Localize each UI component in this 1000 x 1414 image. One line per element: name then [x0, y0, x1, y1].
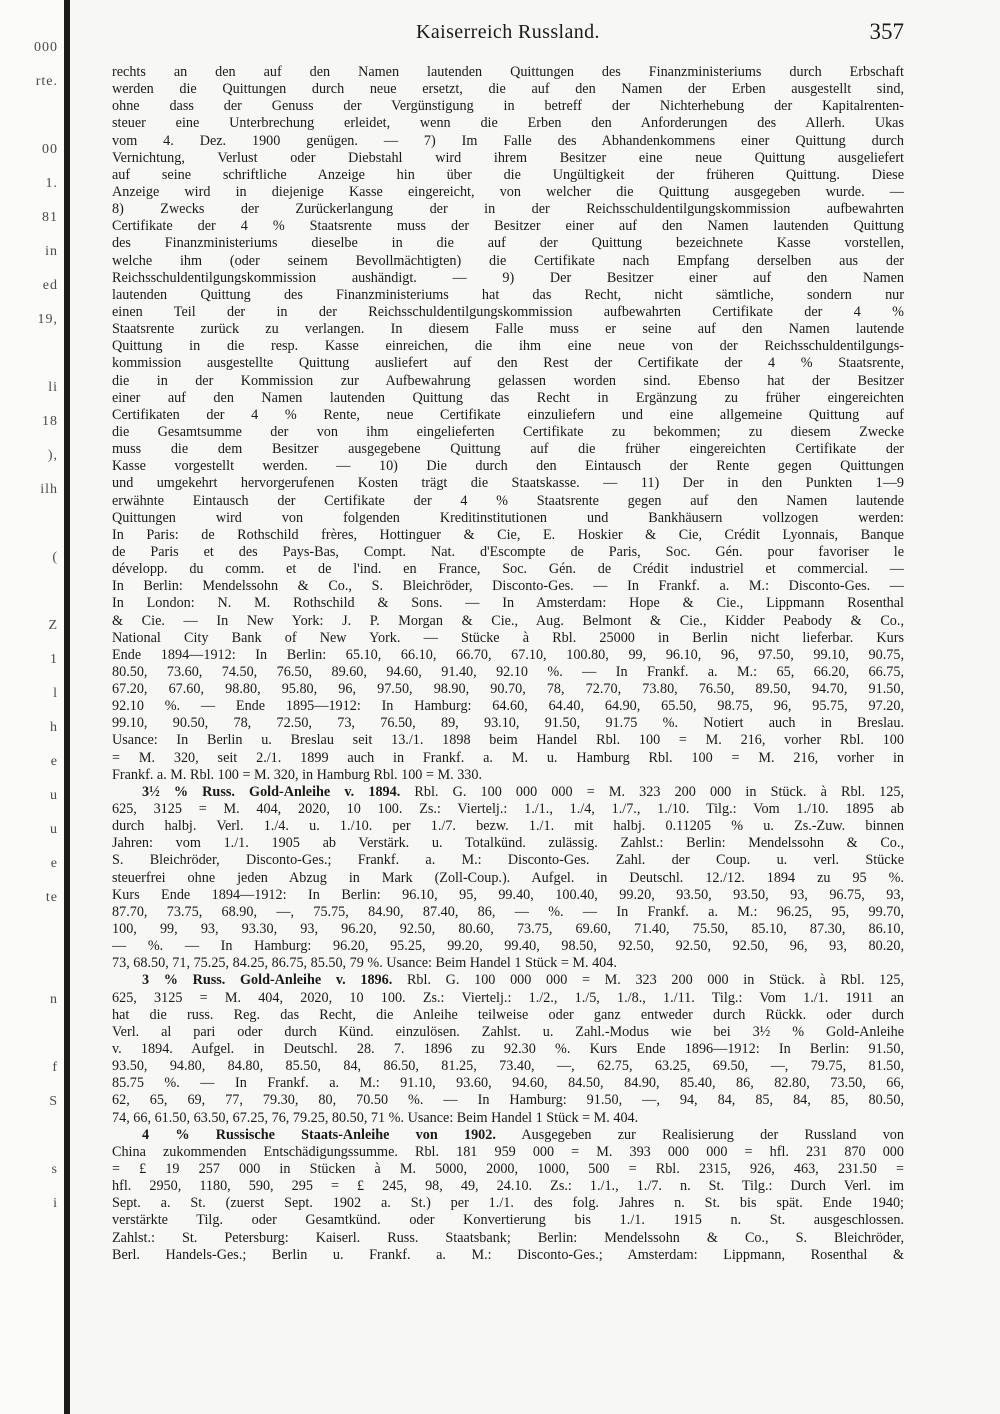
- text-line: werden die Quittungen durch neue ersetzt, die auf den Namen der Erben ausgestellt sind,: [112, 81, 904, 98]
- text-line: 99.10, 90.50, 78, 72.50, 73, 76.50, 89, 93.10, 91.50, 91.75 %. Notiert auch in Breslau.: [112, 715, 904, 732]
- text-line: Kurs Ende 1894—1912: In Berlin: 96.10, 95, 99.40, 100.40, 99.20, 93.50, 93.50, 93, 96.75, 93,: [112, 886, 904, 903]
- margin-fragment: ed: [42, 278, 58, 293]
- text-line: 3 % Russ. Gold-Anleihe v. 1896. Rbl. G. 100 000 000 = M. 323 200 000 in Stück. à Rbl. 125,: [142, 972, 904, 989]
- text-line: v. 1894. Aufgel. in Deutschl. 28. 7. 1896 zu 92.30 %. Kurs Ende 1896—1912: In Berlin: 91.50,: [112, 1041, 904, 1058]
- text-line: 62, 65, 69, 77, 79.30, 80, 70.50 %. — In Hamburg: 91.50, —, 94, 84, 85, 84, 85, 80.50,: [112, 1092, 904, 1109]
- text-line: Jahren: vom 1./1. 1905 ab Verstärk. u. Totalkünd. zulässig. Zahlst.: Berlin: Mendelssohn & Co.,: [112, 835, 904, 852]
- text-line: durch halbj. Verl. 1./4. u. 1./10. per 1./7. bezw. 1./1. mit halbj. 0.11205 % u. Zs.-Zuw. binnen: [112, 818, 904, 835]
- section-heading: 3 % Russ. Gold-Anleihe v. 1896.: [142, 972, 393, 989]
- text-line: 625, 3125 = M. 404, 2020, 10 100. Zs.: Viertelj.: 1./1., 1./4, 1./7., 1./10. Tilg.: Vom 1./10. 1895 ab: [112, 801, 904, 818]
- text-line: 85.75 %. — In Frankf. a. M.: 91.10, 93.60, 94.60, 84.50, 84.90, 85.40, 86, 82.80, 73.50, 66,: [112, 1075, 904, 1092]
- text-line: 73, 68.50, 71, 75.25, 84.25, 86.75, 85.50, 79 %. Usance: Beim Handel 1 Stück = M. 404.: [112, 955, 617, 972]
- text-line: muss die dem Besitzer ausgegebene Quittung auf die früher eingereichten Certifikate der: [112, 441, 904, 458]
- text-line: und umgekehrt hervorgerufenen Kosten trägt die Staatskasse. — 11) Der in den Punkten 1—9: [112, 475, 904, 492]
- margin-fragment: 18: [42, 414, 58, 429]
- page-number: 357: [869, 19, 904, 44]
- margin-fragment: 1: [50, 652, 58, 667]
- text-line: verstärkte Tilg. oder Gesamtkünd. oder Konvertierung bis 1./1. 1915 n. St. ausgeschlossen.: [112, 1212, 904, 1229]
- text-line: hat die russ. Reg. das Recht, die Anleihe teilweise oder ganz entweder durch Rückk. oder durch: [112, 1006, 904, 1023]
- margin-fragment: Z: [48, 618, 58, 633]
- text-line: die Gesamtsumme der von ihm eingelieferten Certifikate zu bekommen; zu diesem Zwecke: [112, 423, 904, 440]
- text-line: vom 4. Dez. 1900 genügen. — 7) Im Falle des Abhandenkommens einer Quittung durch: [112, 132, 904, 149]
- text-line: Verl. al pari oder durch Künd. einzulösen. Zahlst. u. Zahl.-Modus wie bei 3½ % Gold-Anleihe: [112, 1023, 904, 1040]
- margin-fragment: ),: [47, 448, 58, 463]
- text-line: S. Bleichröder, Disconto-Ges.; Frankf. a. M.: Disconto-Ges. Zahl. der Coup. u. verl. Stücke: [112, 852, 904, 869]
- text-line: 8) Zwecks der Zurückerlangung der in der Reichsschuldentilgungskommission aufbewahrten: [112, 201, 904, 218]
- margin-fragment: l: [53, 686, 58, 701]
- margin-fragment: ilh: [40, 482, 58, 497]
- text-line: Quittungen wird von folgenden Kreditinstitutionen und Bankhäusern vollzogen werden:: [112, 509, 904, 526]
- margin-fragment: e: [50, 856, 58, 871]
- text-line: In Paris: de Rothschild frères, Hottinguer & Cie, E. Hoskier & Cie, Crédit Lyonnais, Banque: [112, 526, 904, 543]
- text-line: ohne dass der Genuss der Vergünstigung in betreff der Nichterhebung der Kapitalrenten-: [112, 98, 904, 115]
- text-line: Usance: In Berlin u. Breslau seit 13./1. 1898 beim Handel Rbl. 100 = M. 216, vorher Rbl. 100: [112, 732, 904, 749]
- text-line: 625, 3125 = M. 404, 2020, 10 100. Zs.: Viertelj.: 1./2., 1./5, 1./8., 1./11. Tilg.: Vom 1./1. 1911 an: [112, 989, 904, 1006]
- text-line: Frankf. a. M. Rbl. 100 = M. 320, in Hamburg Rbl. 100 = M. 330.: [112, 766, 483, 783]
- body-text: [112, 64, 904, 1264]
- text-line: die in der Kommission zur Aufbewahrung gelassen worden sind. Ebenso hat der Besitzer: [112, 372, 904, 389]
- margin-fragment: h: [50, 720, 58, 735]
- text-line: Certifikaten der 4 % Rente, neue Certifikate einzuliefern und eine allgemeine Quittung auf: [112, 406, 904, 423]
- text-line: hfl. 2950, 1180, 590, 295 = £ 245, 98, 49, 24.10. Zs.: 1./1., 1./7. n. St. Tilg.: Durch Verl. im: [112, 1178, 904, 1195]
- facing-page-edge: [0, 0, 70, 1414]
- text-line: 74, 66, 61.50, 63.50, 67.25, 76, 79.25, 80.50, 71 %. Usance: Beim Handel 1 Stück = M. 404.: [112, 1109, 639, 1126]
- margin-fragment: (: [52, 550, 58, 565]
- text-line: kommission ausgestellte Quittung ausliefert auf den Rest der Certifikate der 4 % Staatsrente,: [112, 355, 904, 372]
- margin-fragment: 1.: [45, 176, 58, 191]
- page-header: [112, 16, 904, 48]
- margin-fragment: 19,: [37, 312, 58, 327]
- text-line: Vernichtung, Verlust oder Diebstahl wird ihrem Besitzer eine neue Quittung ausgeliefert: [112, 149, 904, 166]
- text-line: = £ 19 257 000 in Stücken à M. 5000, 2000, 1000, 500 = Rbl. 2315, 926, 463, 231.50 =: [112, 1161, 904, 1177]
- margin-fragment: n: [50, 992, 58, 1007]
- text-line: Staatsrente zurück zu verlangen. In diesem Falle muss er seine auf den Namen lautende: [112, 321, 904, 338]
- text-line: steuerfrei ohne jeden Abzug in Mark (Zoll-Coup.). Aufgel. in Deutschl. 12./12. 1894 zu 95 %.: [112, 869, 904, 886]
- margin-fragment: f: [52, 1060, 58, 1075]
- margin-fragment: 81: [42, 210, 58, 225]
- margin-fragment: 000: [34, 40, 58, 55]
- text-line: Reichsschuldentilgungskommission aushändigt. — 9) Der Besitzer einer auf den Namen: [112, 269, 904, 286]
- text-line: Zahlst.: St. Petersburg: Kaiserl. Russ. Staatsbank; Berlin: Mendelssohn & Co., S. Bleichröder,: [112, 1229, 904, 1246]
- text-line: Anzeige wird in diejenige Kasse eingereicht, von welcher die Quittung ausgegeben wurde. —: [112, 183, 904, 200]
- text-line: In London: N. M. Rothschild & Sons. — In Amsterdam: Hope & Cie., Lippmann Rosenthal: [112, 595, 904, 612]
- text-line: 80.50, 73.60, 74.50, 76.50, 89.60, 94.60, 91.40, 92.10 %. — In Frankf. a. M.: 65, 66.20, 66.75,: [112, 663, 904, 680]
- text-line: einen Teil der in der Reichsschuldentilgungskommission aufbewahrten Certifikate der 4 %: [112, 303, 904, 320]
- text-line: 67.20, 67.60, 98.80, 95.80, 96, 97.50, 98.90, 90.70, 78, 72.70, 73.80, 76.50, 89.50, 94.70, 91.50,: [112, 681, 904, 698]
- margin-fragment: li: [48, 380, 58, 395]
- text-line: In Berlin: Mendelssohn & Co., S. Bleichröder, Disconto-Ges. — In Frankf. a. M.: Disconto-Ges. —: [112, 578, 904, 595]
- text-line: = M. 320, seit 2./1. 1899 auch in Frankf. a. M. u. Hamburg Rbl. 100 = M. 216, vorher in: [112, 749, 904, 766]
- text-line: de Paris et des Pays-Bas, Compt. Nat. d'Escompte de Paris, Soc. Gén. pour favoriser le: [112, 543, 904, 560]
- text-line: 3½ % Russ. Gold-Anleihe v. 1894. Rbl. G. 100 000 000 = M. 323 200 000 in Stück. à Rbl. 125,: [142, 783, 904, 800]
- margin-fragment: u: [50, 822, 58, 837]
- margin-fragment: u: [50, 788, 58, 803]
- text-line: Quittung in die resp. Kasse einreichen, die ihm eine neue von der Reichsschuldentilgungs-: [112, 338, 904, 355]
- text-line: Kasse vorgestellt werden. — 10) Die durch den Eintausch der Rente gegen Quittungen: [112, 458, 904, 475]
- section-heading: 4 % Russische Staats-Anleihe von 1902.: [142, 1126, 496, 1143]
- text-line: steuer eine Unterbrechung erleidet, wenn die Erben den Anforderungen des Allerh. Ukas: [112, 115, 904, 132]
- text-line: & Cie. — In New York: J. P. Morgan & Cie., Aug. Belmont & Cie., Kidder Peabody & Co.,: [112, 612, 904, 629]
- running-title: Kaiserreich Russland.: [416, 20, 600, 43]
- text-line: — %. — In Hamburg: 96.20, 95.25, 99.20, 99.40, 98.50, 92.50, 92.50, 92.50, 96, 93, 80.20,: [112, 938, 904, 955]
- margin-fragment: in: [45, 244, 58, 259]
- text-line: 93.50, 94.80, 84.80, 85.50, 84, 86.50, 81.25, 73.40, —, 62.75, 63.25, 69.50, —, 79.75, 81.50,: [112, 1058, 904, 1075]
- margin-fragment: rte.: [35, 74, 58, 89]
- margin-fragment: 00: [42, 142, 58, 157]
- margin-fragment: s: [51, 1162, 58, 1177]
- text-line: Berl. Handels-Ges.; Berlin u. Frankf. a. M.: Disconto-Ges.; Amsterdam: Lippmann, Rosenthal &: [112, 1246, 904, 1263]
- section-heading: 3½ % Russ. Gold-Anleihe v. 1894.: [142, 783, 401, 800]
- margin-fragment: i: [53, 1196, 58, 1211]
- text-line: rechts an den auf den Namen lautenden Quittungen des Finanzministeriums durch Erbschaft: [112, 64, 904, 80]
- text-line: welche ihm (oder seinem Bevollmächtigten) die Certifikate nach Empfang derselben aus der: [112, 252, 904, 269]
- text-line: Sept. a. St. (zuerst Sept. 1902 a. St.) per 1./1. des folg. Jahres n. St. bis spät. Ende 1940;: [112, 1195, 904, 1212]
- text-line: 87.70, 73.75, 68.90, —, 75.75, 84.90, 87.40, 86, — %. — In Frankf. a. M.: 96.25, 95, 99.70,: [112, 903, 904, 920]
- margin-fragment: e: [50, 754, 58, 769]
- text-line: Certifikate der 4 % Staatsrente muss der Besitzer einer auf den Namen lautenden Quittung: [112, 218, 904, 235]
- text-line: 4 % Russische Staats-Anleihe von 1902. Ausgegeben zur Realisierung der Russland von: [142, 1126, 904, 1143]
- text-line: Ende 1894—1912: In Berlin: 65.10, 66.10, 66.70, 67.10, 100.80, 99, 96.10, 96, 97.50, 99.10, 90.75,: [112, 646, 904, 663]
- text-line: lautenden Quittung des Finanzministeriums hat das Recht, nicht sämtliche, sondern nur: [112, 286, 904, 303]
- text-line: des Finanzministeriums dieselbe in die auf der Quittung bezeichnete Kasse vorstellen,: [112, 235, 904, 252]
- text-line: 100, 99, 93, 93.30, 93, 96.20, 92.50, 80.60, 73.75, 69.60, 71.40, 75.50, 85.10, 87.30, 86.10,: [112, 921, 904, 938]
- text-line: développ. du comm. et de l'ind. en France, Soc. Gén. de Crédit industriel et commercial. —: [112, 561, 904, 578]
- text-line: erwähnte Eintausch der Certifikate der 4 % Staatsrente gegen auf den Namen lautende: [112, 492, 904, 509]
- margin-fragment: te: [45, 890, 58, 905]
- margin-fragment: S: [49, 1094, 58, 1109]
- text-line: China zukommenden Entschädigungssumme. Rbl. 181 959 000 = M. 393 000 000 = hfl. 231 870 000: [112, 1143, 904, 1160]
- text-line: auf seine schriftliche Anzeige hin über die Ungültigkeit der früheren Quittung. Diese: [112, 166, 904, 183]
- text-line: National City Bank of New York. — Stücke à Rbl. 25000 in Berlin nicht lieferbar. Kurs: [112, 629, 904, 646]
- text-line: einer auf den Namen lautenden Quittung das Recht in Ergänzung zu früher eingereichten: [112, 389, 904, 406]
- text-line: 92.10 %. — Ende 1895—1912: In Hamburg: 64.60, 64.40, 64.90, 65.50, 98.75, 96, 95.75, 97.20,: [112, 698, 904, 715]
